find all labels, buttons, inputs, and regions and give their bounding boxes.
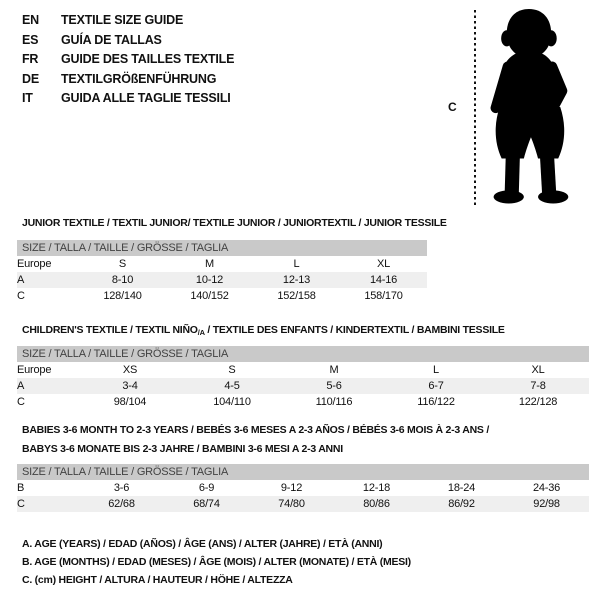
lang-code: IT (22, 91, 33, 105)
footnote-legend (22, 535, 411, 589)
size-header-label: SIZE / TALLA / TAILLE / GRÖSSE / TAGLIA (17, 346, 589, 362)
size-header-row (17, 464, 589, 480)
children-size-table (17, 346, 589, 410)
lang-row-de (22, 70, 234, 90)
age-cell: 4-5 (181, 378, 283, 394)
footnote-c: C. (cm) HEIGHT / ALTURA / HAUTEUR / HÖHE / ALTEZZA (22, 574, 293, 586)
size-cell: S (118, 258, 127, 270)
babies-title-line2: BABYS 3-6 MONATE BIS 2-3 JAHRE / BAMBINI 3-6 MESI A 2-3 ANNI (22, 442, 343, 455)
row-label: A (17, 272, 79, 288)
row-label: A (17, 378, 79, 394)
height-cell: 104/110 (213, 396, 251, 408)
footnote-b: B. AGE (MONTHS) / EDAD (MESES) / ÂGE (MOIS) / ALTER (MONATE) / ETÀ (MESI) (22, 556, 411, 568)
toddler-silhouette-icon (484, 6, 588, 208)
height-cell: 116/122 (417, 396, 455, 408)
lang-code: EN (22, 13, 39, 27)
height-cell: 158/170 (364, 290, 403, 302)
row-label: Europe (17, 364, 52, 376)
children-title-post: / TEXTILE DES ENFANTS / KINDERTEXTIL / BAMBINI TESSILE (204, 324, 505, 336)
height-cell: 86/92 (419, 496, 504, 512)
height-cell: 110/116 (315, 396, 353, 408)
children-title-pre: CHILDREN'S TEXTILE / TEXTIL NIÑO (22, 324, 198, 336)
size-header-label: SIZE / TALLA / TAILLE / GRÖSSE / TAGLIA (17, 464, 589, 480)
table-row-height (17, 394, 589, 410)
table-row-height (17, 288, 427, 304)
lang-code: ES (22, 32, 39, 47)
size-cell: M (205, 258, 214, 270)
age-cell: 14-16 (340, 272, 427, 288)
size-cell: M (329, 364, 339, 376)
size-cell: L (293, 258, 300, 270)
size-cell: XL (376, 258, 391, 270)
age-cell: 5-6 (283, 378, 385, 394)
age-cell: 7-8 (487, 378, 589, 394)
size-header-row (17, 240, 427, 256)
table-row-age (17, 272, 427, 288)
months-cell: 6-9 (198, 482, 215, 494)
junior-size-table (17, 240, 427, 304)
lang-code: FR (22, 52, 39, 66)
size-cell: XS (122, 364, 138, 376)
height-cell: 92/98 (504, 496, 589, 512)
height-cell: 122/128 (518, 396, 558, 408)
height-cell: 74/80 (249, 496, 334, 512)
lang-row-en (22, 11, 234, 31)
lang-title: GUIDA ALLE TAGLIE TESSILI (61, 91, 231, 105)
lang-row-es (22, 31, 234, 51)
months-cell: 18-24 (447, 482, 476, 494)
height-measure-label: C (448, 100, 457, 114)
lang-title: GUIDE DES TAILLES TEXTILE (61, 52, 235, 66)
row-label: C (17, 396, 25, 408)
row-label: B (17, 482, 25, 494)
lang-row-fr (22, 50, 234, 70)
table-row-europe (17, 362, 589, 378)
language-title-list (22, 11, 234, 109)
height-cell: 62/68 (79, 496, 164, 512)
age-cell: 3-4 (79, 378, 181, 394)
months-cell: 12-18 (362, 482, 391, 494)
babies-size-table (17, 464, 589, 512)
lang-title: TEXTILGRÖßENFÜHRUNG (61, 71, 217, 86)
months-cell: 3-6 (113, 482, 130, 494)
age-cell: 6-7 (385, 378, 487, 394)
footnote-a: A. AGE (YEARS) / EDAD (AÑOS) / ÂGE (ANS) / ALTER (JAHRE) / ETÀ (ANNI) (22, 538, 383, 550)
height-figure (430, 0, 600, 215)
lang-row-it (22, 89, 234, 109)
height-cell: 98/104 (113, 396, 147, 408)
row-label: C (17, 496, 79, 512)
children-title-subscript: /A (197, 328, 205, 337)
size-cell: XL (531, 364, 545, 376)
table-row-months (17, 480, 589, 496)
height-cell: 128/140 (103, 290, 142, 302)
height-cell: 80/86 (334, 496, 419, 512)
row-label: Europe (17, 258, 52, 270)
size-cell: L (433, 364, 439, 376)
months-cell: 9-12 (280, 482, 303, 494)
age-cell: 12-13 (253, 272, 340, 288)
age-cell: 10-12 (166, 272, 253, 288)
lang-title: GUÍA DE TALLAS (61, 32, 162, 47)
junior-table-title: JUNIOR TEXTILE / TEXTIL JUNIOR/ TEXTILE JUNIOR / JUNIORTEXTIL / JUNIOR TESSILE (22, 217, 447, 229)
lang-title: TEXTILE SIZE GUIDE (61, 13, 184, 27)
babies-table-title (22, 421, 489, 458)
table-row-europe (17, 256, 427, 272)
row-label: C (17, 290, 25, 302)
lang-code: DE (22, 71, 39, 86)
height-cell: 140/152 (190, 290, 229, 302)
table-row-height (17, 496, 589, 512)
months-cell: 24-36 (532, 482, 561, 494)
size-cell: S (228, 364, 236, 376)
children-table-title (22, 321, 505, 341)
height-cell: 152/158 (277, 290, 316, 302)
age-cell: 8-10 (79, 272, 166, 288)
table-row-age (17, 378, 589, 394)
babies-title-line1: BABIES 3-6 MONTH TO 2-3 YEARS / BEBÉS 3-6 MESES A 2-3 AÑOS / BÉBÉS 3-6 MOIS À 2-3 ANS / (22, 424, 490, 436)
size-header-row (17, 346, 589, 362)
height-measure-dashed-line (474, 10, 476, 208)
height-cell: 68/74 (164, 496, 249, 512)
size-header-label: SIZE / TALLA / TAILLE / GRÖSSE / TAGLIA (17, 240, 427, 256)
